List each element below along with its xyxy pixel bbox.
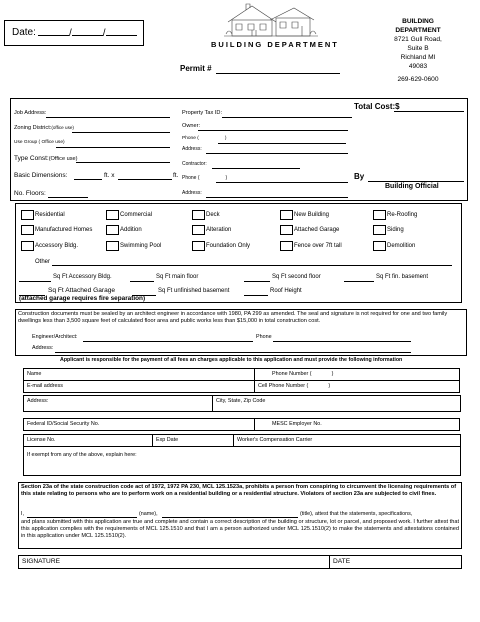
- mesc-cell[interactable]: MESC Employer No.: [254, 418, 460, 431]
- dept-name-line1: BUILDING: [402, 18, 434, 25]
- dept-street: 8721 Gull Road,: [394, 36, 442, 43]
- department-address: [378, 17, 458, 84]
- total-cost-label: Total Cost:$: [354, 102, 400, 111]
- contractor-label: Contractor:: [182, 161, 207, 167]
- project-type-label: Demolition: [387, 243, 416, 249]
- applicant-phone-cell[interactable]: Phone Number ( ): [254, 368, 460, 381]
- type-const-field[interactable]: [76, 156, 170, 163]
- applicant-name-cell[interactable]: Name: [23, 368, 255, 381]
- project-type-label: Foundation Only: [206, 243, 251, 249]
- architect-requirement-text: Construction documents must be sealed by an architect engineer in accordance with 1980, PA 299 as amended. The seal and signature is not required for one and two family dwellings less than 3,500 square feet of calculated floor area and public works less than $15,000 in total construction cost.: [18, 311, 448, 325]
- project-type-label: Swimming Pool: [120, 243, 162, 249]
- attest-name-field[interactable]: [27, 511, 137, 518]
- contractor-address-label: Address:: [182, 190, 202, 196]
- project-type-checkbox[interactable]: [106, 210, 119, 220]
- use-group-field[interactable]: [56, 141, 170, 148]
- applicant-email-cell[interactable]: E-mail address: [23, 380, 255, 393]
- applicant-city-state-zip-cell[interactable]: City, State, Zip Code: [212, 395, 461, 412]
- project-type-checkbox[interactable]: [21, 225, 34, 235]
- project-type-checkbox[interactable]: [373, 241, 386, 251]
- workers-comp-cell[interactable]: Worker's Compensation Carrier: [233, 434, 461, 447]
- project-type-label: Attached Garage: [294, 227, 340, 233]
- zoning-district-label: Zoning District:(office use): [14, 125, 74, 131]
- project-type-checkbox[interactable]: [106, 225, 119, 235]
- project-type-label: Addition: [120, 227, 142, 233]
- project-type-checkbox[interactable]: [106, 241, 119, 251]
- ft-label: ft.: [173, 172, 179, 179]
- no-floors-field[interactable]: [48, 191, 88, 198]
- project-type-label: Commercial: [120, 212, 153, 218]
- property-tax-id-field[interactable]: [222, 111, 352, 118]
- contractor-phone-label: Phone ( ): [182, 175, 228, 181]
- dept-phone: 269-629-0600: [397, 76, 439, 83]
- project-type-checkbox[interactable]: [21, 241, 34, 251]
- owner-address-field[interactable]: [206, 150, 348, 154]
- owner-phone-label: Phone ( ): [182, 136, 227, 141]
- section23-body: and plans submitted with this application are true and complete and contain a correct description of the building or structure, lot or parcel, and proposed work. I further attest that this application complies with the requirements of MCL 125.1510 and that I am a person authorized under MCL 125.1510(2) to make the statements and attestations contained in this application under MCL 125.1510(2).: [21, 519, 459, 539]
- project-type-checkbox[interactable]: [192, 210, 205, 220]
- date-field[interactable]: / /: [38, 28, 137, 39]
- project-type-label: New Building: [294, 212, 330, 218]
- project-type-label: Manufactured Homes: [35, 227, 93, 233]
- project-type-label: Residential: [35, 212, 65, 218]
- attest-i-label: I,: [21, 511, 24, 517]
- project-type-checkbox[interactable]: [192, 241, 205, 251]
- dimension-width-field[interactable]: [118, 173, 172, 180]
- dept-city: Richland MI: [400, 54, 436, 61]
- project-type-checkbox[interactable]: [192, 225, 205, 235]
- project-type-label: Deck: [206, 212, 220, 218]
- sqft-basement-field[interactable]: [344, 275, 374, 282]
- dept-name-line2: DEPARTMENT: [395, 27, 441, 34]
- sqft-main-label: Sq Ft main floor: [156, 274, 199, 280]
- total-cost-field[interactable]: [394, 103, 464, 112]
- engineer-field[interactable]: [83, 335, 253, 342]
- permit-number-field[interactable]: [216, 64, 340, 74]
- attest-title-label: (title), attest that the statements, specifications,: [300, 511, 413, 517]
- applicant-address-cell[interactable]: Address:: [23, 395, 213, 412]
- roof-height-field[interactable]: [244, 289, 268, 296]
- sqft-main-field[interactable]: [130, 275, 154, 282]
- use-group-label: Use Group ( Office use): [14, 140, 65, 145]
- sqft-accessory-field[interactable]: [19, 275, 51, 282]
- project-type-checkbox[interactable]: [21, 210, 34, 220]
- project-type-checkbox[interactable]: [373, 210, 386, 220]
- other-label: Other: [35, 259, 51, 265]
- sqft-unfinished-label: Sq Ft unfinished basement: [158, 288, 230, 294]
- signature-date-cell[interactable]: DATE: [329, 555, 462, 569]
- engineer-address-field[interactable]: [55, 346, 411, 353]
- engineer-phone-field[interactable]: [273, 335, 411, 342]
- job-address-field[interactable]: [46, 111, 170, 118]
- exp-date-cell[interactable]: Exp Date: [152, 434, 234, 447]
- applicant-cell-phone-cell[interactable]: Cell Phone Number ( ): [254, 380, 460, 393]
- engineer-phone-label: Phone: [256, 334, 272, 340]
- garage-note: (attached garage requires fire separation): [19, 295, 146, 302]
- permit-label: Permit #: [180, 64, 212, 73]
- job-address-label: Job Address:: [14, 110, 47, 116]
- basic-dimensions-label: Basic Dimensions:: [14, 172, 68, 179]
- contractor-field[interactable]: [212, 162, 300, 169]
- project-type-checkbox[interactable]: [280, 210, 293, 220]
- contractor-address-field[interactable]: [206, 191, 348, 198]
- project-type-label: Alteration: [206, 227, 232, 233]
- project-type-checkbox[interactable]: [280, 241, 293, 251]
- project-type-label: Re-Roofing: [387, 212, 418, 218]
- dept-suite: Suite B: [407, 45, 429, 52]
- official-signature-field[interactable]: [368, 173, 464, 182]
- ft-x-label: ft. x: [104, 172, 115, 179]
- engineer-label: Engineer/Architect:: [32, 334, 78, 340]
- other-field[interactable]: [52, 259, 452, 266]
- by-label: By: [354, 172, 365, 181]
- roof-height-label: Roof Height: [270, 288, 302, 294]
- attest-name-label: (name),: [139, 511, 158, 517]
- date-label: Date:: [12, 27, 36, 38]
- owner-label: Owner:: [182, 123, 201, 129]
- sqft-basement-label: Sq Ft fin. basement: [376, 274, 429, 280]
- type-const-label: Type Const:(Office use): [14, 155, 78, 162]
- sqft-second-field[interactable]: [244, 275, 270, 282]
- department-title: BUILDING DEPARTMENT: [211, 40, 339, 49]
- dept-zip: 49083: [408, 63, 428, 70]
- contractor-phone-field[interactable]: [216, 176, 348, 183]
- owner-phone-field[interactable]: [218, 137, 346, 144]
- signature-cell[interactable]: SIGNATURE: [18, 555, 330, 569]
- owner-address-label: Address:: [182, 146, 202, 152]
- project-type-checkbox[interactable]: [280, 225, 293, 235]
- section23-heading: Section 23a of the state construction code act of 1972, 1972 PA 230, MCL 125.1523a, prohibits a person from conspiring to circumvent the licensing requirements of this state relating to persons who are to perform work on a residential building or a residential structure. Violators of section 23a are subjected to civil fines.: [21, 484, 457, 497]
- exempt-explanation-cell[interactable]: If exempt from any of the above, explain here:: [23, 446, 461, 476]
- project-type-label: Siding: [387, 227, 404, 233]
- project-type-label: Fence over 7ft tall: [294, 243, 342, 249]
- zoning-district-field[interactable]: [72, 126, 170, 133]
- sqft-second-label: Sq Ft second floor: [272, 274, 321, 280]
- engineer-address-label: Address:: [32, 345, 54, 351]
- sqft-accessory-label: Sq Ft Accessory Bldg.: [53, 274, 112, 280]
- license-cell[interactable]: License No.: [23, 434, 153, 447]
- building-logo: [222, 0, 318, 38]
- federal-id-cell[interactable]: Federal ID/Social Security No.: [23, 418, 255, 431]
- attest-title-field[interactable]: [162, 511, 298, 518]
- dimension-length-field[interactable]: [74, 173, 102, 180]
- building-official-label: Building Official: [385, 183, 439, 190]
- sqft-attached-label: Sq Ft Attached Garage: [48, 287, 116, 294]
- applicant-notice: Applicant is responsible for the payment of all fees an charges applicable to this application and must provide the following information: [60, 357, 403, 363]
- project-type-label: Accessory Bldg.: [35, 243, 79, 249]
- no-floors-label: No. Floors:: [14, 190, 46, 197]
- project-type-checkbox[interactable]: [373, 225, 386, 235]
- owner-field[interactable]: [198, 124, 348, 131]
- property-tax-id-label: Property Tax ID:: [182, 110, 222, 116]
